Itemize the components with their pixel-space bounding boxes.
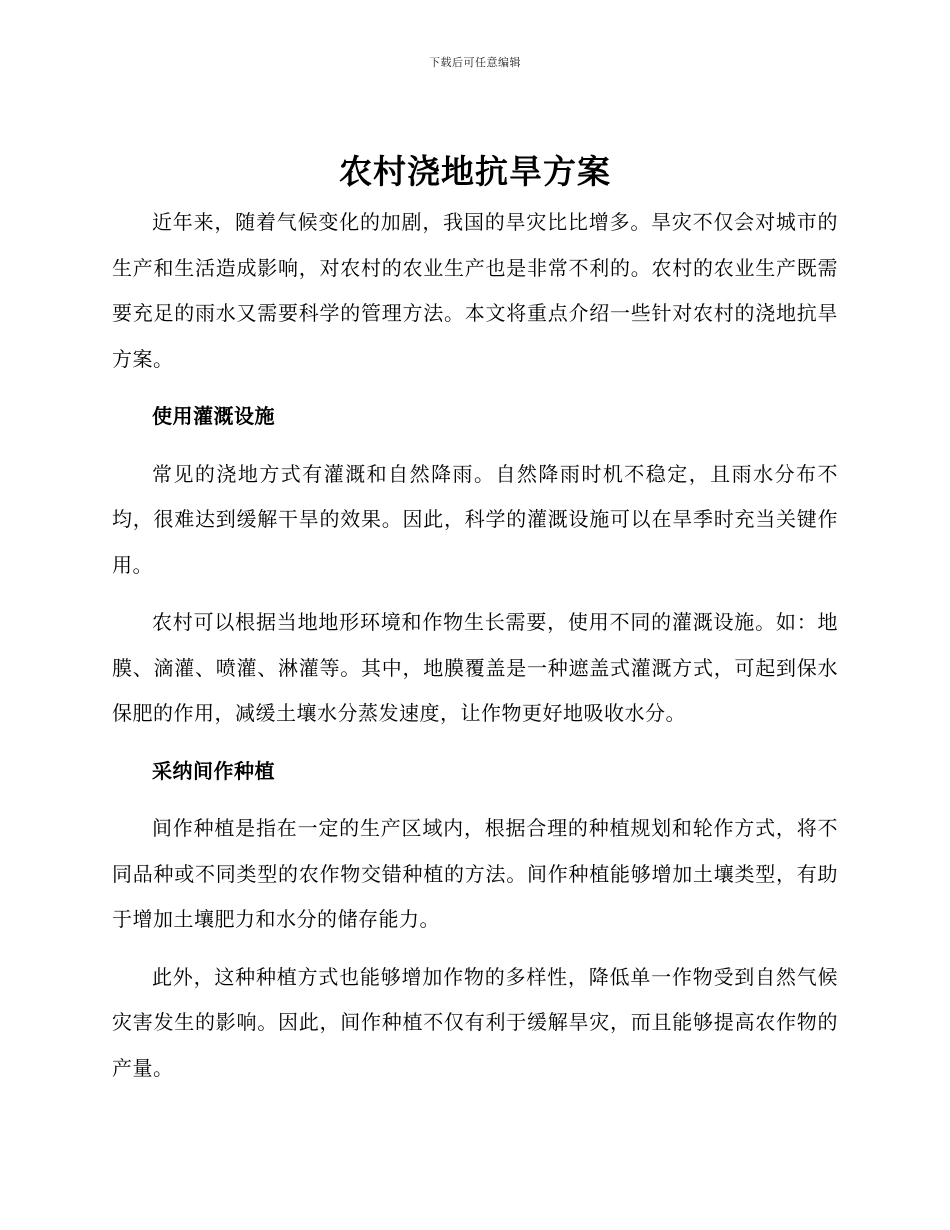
intercropping-paragraph-1: 间作种植是指在一定的生产区域内，根据合理的种植规划和轮作方式，将不同品种或不同类型的农作物交错种植的方法。间作种植能够增加土壤类型，有助于增加土壤肥力和水分的储存能力。 (112, 816, 838, 931)
header-note: 下载后可任意编辑 (429, 56, 521, 69)
section-heading-irrigation: 使用灌溉设施 (152, 404, 275, 428)
document-body (112, 200, 838, 1091)
intro-paragraph: 近年来，随着气候变化的加剧，我国的旱灾比比增多。旱灾不仅会对城市的生产和生活造成影响，对农村的农业生产也是非常不利的。农村的农业生产既需要充足的雨水又需要科学的管理方法。本文将重点介绍一些针对农村的浇地抗旱方案。 (112, 210, 838, 371)
irrigation-paragraph-2: 农村可以根据当地地形环境和作物生长需要，使用不同的灌溉设施。如：地膜、滴灌、喷灌、淋灌等。其中，地膜覆盖是一种遮盖式灌溉方式，可起到保水保肥的作用，减缓土壤水分蒸发速度，让作物更好地吸收水分。 (112, 610, 838, 725)
section-heading-intercropping: 采纳间作种植 (152, 758, 275, 783)
document-title: 农村浇地抗旱方案 (339, 152, 611, 191)
intercropping-paragraph-2: 此外，这种种植方式也能够增加作物的多样性，降低单一作物受到自然气候灾害发生的影响。因此，间作种植不仅有利于缓解旱灾，而且能够提高农作物的产量。 (112, 964, 838, 1080)
irrigation-paragraph-1: 常见的浇地方式有灌溉和自然降雨。自然降雨时机不稳定，且雨水分布不均，很难达到缓解干旱的效果。因此，科学的灌溉设施可以在旱季时充当关键作用。 (112, 461, 838, 577)
